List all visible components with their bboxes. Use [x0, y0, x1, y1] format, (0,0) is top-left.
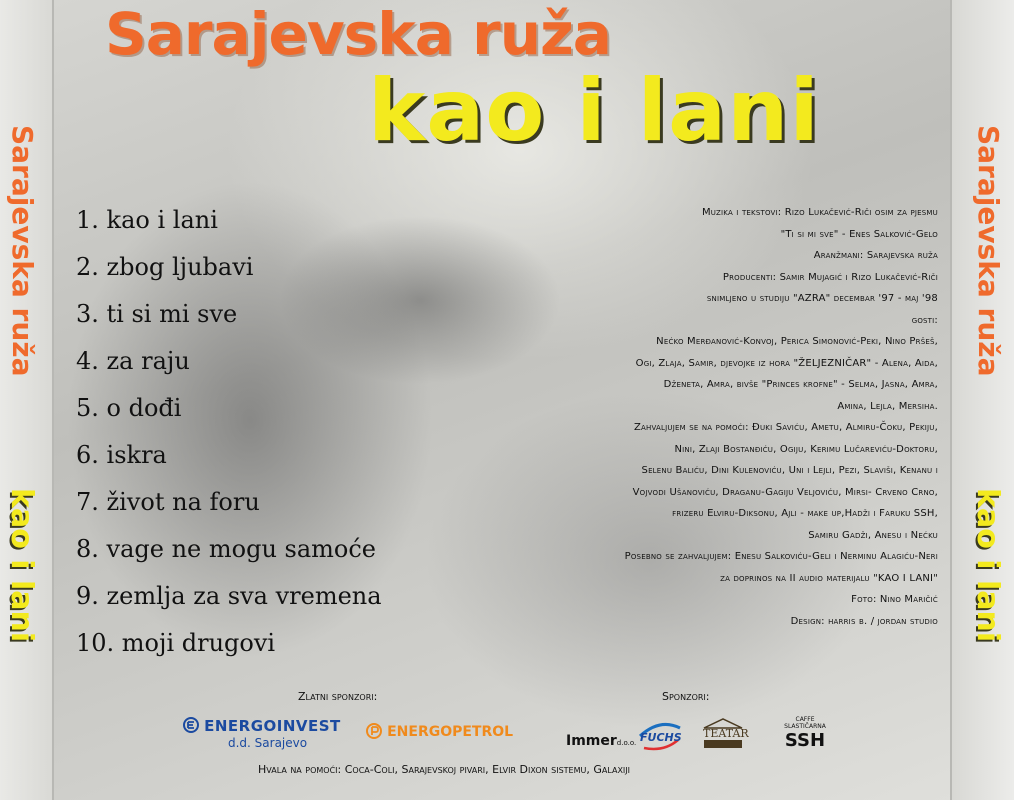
left-spine-band-name: Sarajevska ruža — [6, 125, 39, 377]
credits-line: Design: harris b. / jordan studio — [790, 615, 938, 627]
teatar-logo — [700, 716, 749, 754]
track-list — [76, 200, 382, 670]
credits-line: "Ti si mi sve" - Enes Salković-Gelo — [780, 228, 938, 240]
credits-line: Aranžmani: Sarajevska ruža — [813, 250, 938, 261]
energoinvest-subtitle: d.d. Sarajevo — [228, 736, 308, 750]
left-spine-album-title: kao i lani — [4, 488, 39, 643]
ssh-name: SSH — [784, 730, 826, 751]
track-item: 3. ti si mi sve — [76, 300, 238, 328]
credits-line: za doprinos na II audio materijalu "KAO I LANI" — [720, 572, 938, 584]
right-spine — [952, 0, 1014, 800]
gold-sponsors-label: Zlatni sponzori: — [298, 690, 378, 703]
credits-line: Ogi, Zlaja, Samir, djevojke iz hora "ŽELJEZNIČAR" - Alena, Aida, — [635, 357, 938, 369]
immer-name: Immer — [566, 733, 617, 749]
credits-line: Producenti: Samir Mujagić i Rizo Lukačević-Riči — [722, 271, 938, 283]
fuchs-logo — [634, 718, 686, 758]
thanks-line: Hvala na pomoći: Coca-Coli, Sarajevskoj pivari, Elvir Dixon sistemu, Galaxiji — [258, 763, 631, 776]
ssh-slasticarna: SLASTIČARNA — [784, 723, 826, 730]
credits-line: Foto: Nino Maričić — [851, 594, 938, 605]
credits-line: Nini, Zlaji Bostanđiću, Ogiju, Kerimu Lučareviću-Doktoru, — [674, 443, 938, 455]
left-spine — [0, 0, 52, 800]
teatar-name: TEATAR — [703, 727, 749, 740]
immer-suffix: d.o.o. — [616, 739, 637, 747]
track-item: 2. zbog ljubavi — [76, 253, 254, 281]
credits-block — [470, 202, 938, 632]
credits-line: Vojvodi Ušanoviću, Draganu-Gagiju Veljoviću, Mirsi- Crveno Crno, — [632, 486, 938, 498]
credits-line: Zahvaljujem se na pomoći: Đuki Saviću, Ametu, Almiru-Čoku, Pekiju, — [633, 422, 938, 433]
energopetrol-emblem-icon — [366, 723, 382, 739]
energopetrol-name: ENERGOPETROL — [387, 724, 514, 740]
spine-fold-right — [950, 0, 952, 800]
spine-fold-left — [52, 0, 54, 800]
track-item: 8. vage ne mogu samoće — [76, 535, 377, 563]
track-item: 5. o dođi — [76, 394, 182, 422]
credits-line: Dženeta, Amra, bivše "Princes krofne" - Selma, Jasna, Amra, — [663, 379, 938, 390]
ssh-logo — [780, 716, 830, 751]
credits-line: frizeru Elviru-Diksonu, Ajli - make up,Hadži i Faruku SSH, — [672, 508, 938, 519]
energopetrol-logo — [366, 721, 513, 740]
band-name: Sarajevska ruža — [105, 0, 611, 68]
right-spine-album-title: kao i lani — [970, 488, 1005, 643]
fuchs-name: FUCHS — [640, 731, 682, 744]
credits-line: Amina, Lejla, Mersiha. — [837, 400, 938, 412]
credits-line: Nećko Merđanović-Konvoj, Perica Simonović-Peki, Nino Pršeš, — [656, 336, 938, 347]
credits-line: gosti: — [911, 314, 938, 326]
credits-line: snimljeno u studiju "AZRA" decembar '97 - maj '98 — [706, 293, 938, 304]
album-title: kao i lani — [368, 61, 820, 161]
credits-line: Posebno se zahvaljujem: Enesu Salkoviću-Geli i Nerminu Alagiću-Neri — [624, 551, 938, 562]
right-spine-band-name: Sarajevska ruža — [972, 125, 1005, 377]
track-item: 1. kao i lani — [76, 206, 218, 234]
sponsors-label: Sponzori: — [662, 690, 710, 703]
energoinvest-name: ENERGOINVEST — [204, 717, 341, 735]
immer-logo — [566, 730, 636, 749]
track-item: 7. život na foru — [76, 488, 260, 516]
credits-line: Muzika i tekstovi: Rizo Lukačević-Riči osim za pjesmu — [701, 207, 938, 218]
track-item: 6. iskra — [76, 441, 167, 469]
credits-line: Samiru Gadži, Anesu i Nećku — [808, 529, 938, 541]
energoinvest-emblem-icon — [183, 717, 199, 733]
credits-line: Selenu Baliću, Dini Kulenoviću, Uni i Lejli, Pezi, Slaviši, Kenanu i — [641, 465, 938, 476]
ssh-caffe: CAFFE — [795, 716, 815, 723]
track-item: 9. zemlja za sva vremena — [76, 582, 382, 610]
energoinvest-logo — [183, 716, 341, 735]
track-item: 10. moji drugovi — [76, 629, 276, 657]
track-item: 4. za raju — [76, 347, 190, 375]
